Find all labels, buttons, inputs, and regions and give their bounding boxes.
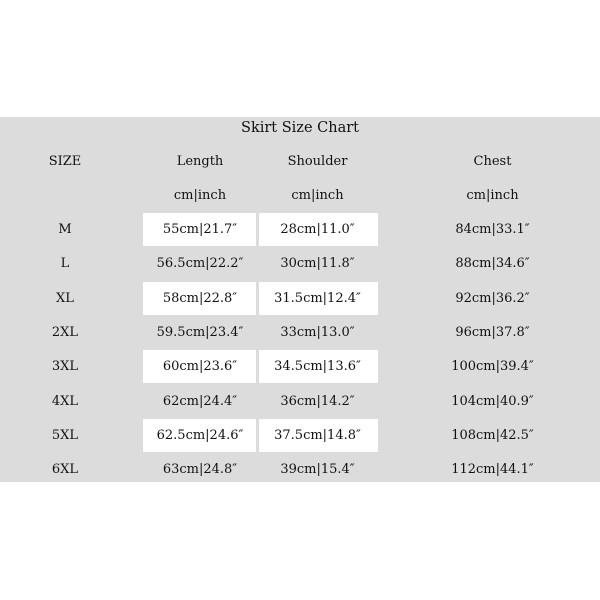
cell-length: 55cm|21.7″ [162, 222, 238, 237]
chart-title: Skirt Size Chart [241, 120, 359, 136]
cell-length: 58cm|22.8″ [162, 290, 238, 306]
cell-chest: 112cm|44.1″ [451, 462, 534, 478]
cell-size: 3XL [51, 359, 79, 375]
cell-chest: 100cm|39.4″ [451, 359, 534, 375]
cell-shoulder: 34.5cm|13.6″ [274, 359, 361, 375]
header-length: Length [176, 154, 224, 169]
header-chest: Chest [473, 154, 512, 169]
size-chart-panel [0, 117, 600, 482]
cell-size: 6XL [51, 462, 79, 478]
cell-length: 60cm|23.6″ [162, 359, 238, 375]
cell-chest: 108cm|42.5″ [451, 427, 534, 443]
cell-length: 62.5cm|24.6″ [156, 427, 244, 443]
cell-size: M [58, 222, 72, 237]
cell-size: 5XL [51, 427, 79, 443]
header-shoulder: Shoulder [287, 154, 348, 169]
cell-chest: 96cm|37.8″ [455, 324, 530, 340]
cell-shoulder: 37.5cm|14.8″ [274, 427, 361, 443]
cell-shoulder: 33cm|13.0″ [280, 324, 355, 340]
cell-shoulder: 28cm|11.0″ [280, 222, 355, 237]
cell-length: 59.5cm|23.4″ [156, 324, 244, 340]
cell-size: XL [56, 290, 74, 306]
unit-chest: cm|inch [466, 188, 519, 203]
cell-shoulder: 30cm|11.8″ [280, 256, 355, 272]
cell-shoulder: 31.5cm|12.4″ [274, 290, 361, 306]
cell-chest: 84cm|33.1″ [455, 222, 530, 237]
cell-size: 2XL [51, 324, 79, 340]
cell-chest: 92cm|36.2″ [455, 290, 530, 306]
unit-length: cm|inch [173, 188, 227, 203]
cell-length: 63cm|24.8″ [162, 462, 238, 478]
unit-shoulder: cm|inch [291, 188, 344, 203]
cell-size: 4XL [51, 393, 79, 409]
cell-shoulder: 39cm|15.4″ [280, 462, 355, 478]
header-size: SIZE [48, 154, 82, 169]
cell-chest: 104cm|40.9″ [451, 393, 534, 409]
cell-size: L [60, 256, 70, 272]
cell-length: 56.5cm|22.2″ [156, 256, 244, 272]
cell-shoulder: 36cm|14.2″ [280, 393, 355, 409]
cell-chest: 88cm|34.6″ [455, 256, 530, 272]
cell-length: 62cm|24.4″ [162, 393, 238, 409]
